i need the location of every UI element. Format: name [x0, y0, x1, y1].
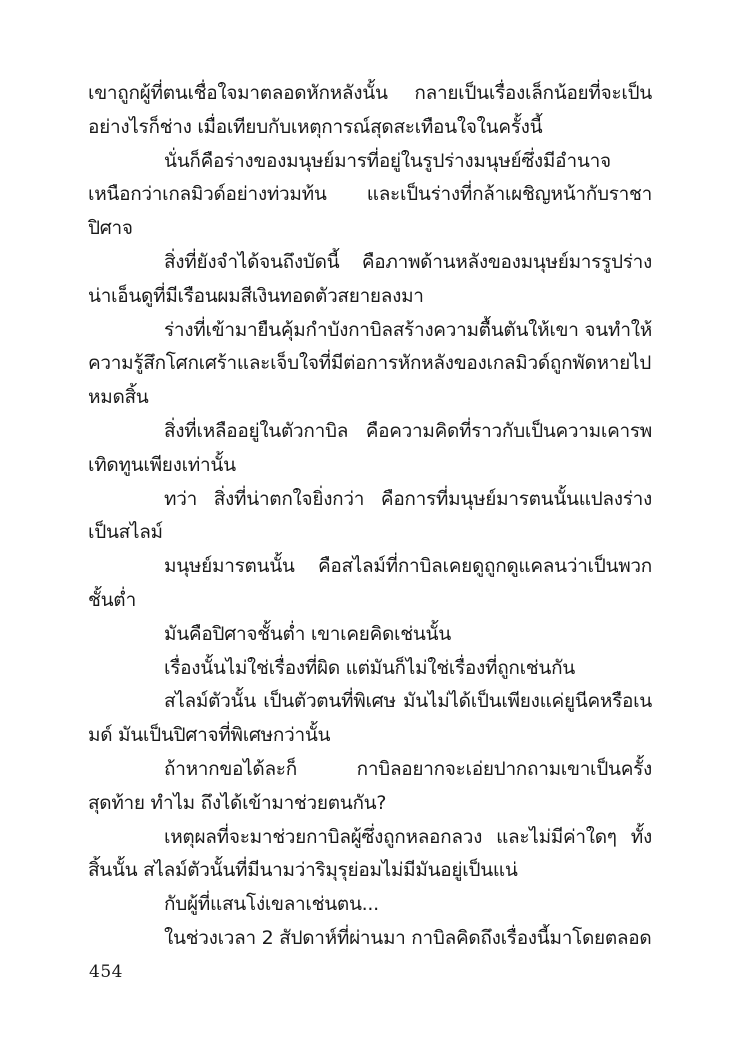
paragraph: ทว่า สิ่งที่น่าตกใจยิ่งกว่า คือการที่มนุษย์มารตนนั้นแปลงร่างเป็นสไลม์ — [88, 487, 652, 544]
paragraph: เหตุผลที่จะมาช่วยกาบิลผู้ซึ่งถูกหลอกลวง และไม่มีค่าใดๆ ทั้งสิ้นนั้น สไลม์ตัวนั้นที่มีนามว่าริมุรุย่อมไม่มีมันอยู่เป็นแน่ — [88, 825, 652, 882]
paragraph: ในช่วงเวลา 2 สัปดาห์ที่ผ่านมา กาบิลคิดถึงเรื่องนี้มาโดยตลอด — [164, 926, 652, 949]
paragraph: มนุษย์มารตนนั้น คือสไลม์ที่กาบิลเคยดูถูกดูแคลนว่าเป็นพวกชั้นต่ำ — [88, 555, 652, 611]
paragraph: กับผู้ที่แสนโง่เขลาเช่นตน... — [164, 893, 379, 916]
body-text — [88, 77, 652, 956]
paragraph: ถ้าหากขอได้ละก็ กาบิลอยากจะเอ่ยปากถามเขาเป็นครั้งสุดท้าย ทำไม ถึงได้เข้ามาช่วยตนกัน? — [88, 757, 652, 814]
paragraph: ร่างที่เข้ามายืนคุ้มกำบังกาบิลสร้างความตื้นตันให้เขา จนทำให้ความรู้สึกโศกเศร้าและเจ็บใจที่มีต่อการหักหลังของเกลมิวด์ถูกพัดหายไปหมดสิ้น — [88, 318, 652, 409]
paragraph: สไลม์ตัวนั้น เป็นตัวตนที่พิเศษ มันไม่ได้เป็นเพียงแค่ยูนีคหรือเนมด์ มันเป็นปิศาจที่พิเศษกว่านั้น — [88, 690, 652, 747]
paragraph: นั่นก็คือร่างของมนุษย์มารที่อยู่ในรูปร่างมนุษย์ซึ่งมีอำนาจเหนือกว่าเกลมิวด์อย่างท่วมท้น และเป็นร่างที่กล้าเผชิญหน้ากับราชาปิศาจ — [88, 149, 652, 240]
page-number: 454 — [89, 962, 123, 982]
paragraph: สิ่งที่ยังจำได้จนถึงบัดนี้ คือภาพด้านหลังของมนุษย์มารรูปร่างน่าเอ็นดูที่มีเรือนผมสีเงินทอดตัวสยายลงมา — [88, 250, 652, 307]
paragraph: เรื่องนั้นไม่ใช่เรื่องที่ผิด แต่มันก็ไม่ใช่เรื่องที่ถูกเช่นกัน — [164, 656, 575, 679]
paragraph: เขาถูกผู้ที่ตนเชื่อใจมาตลอดหักหลังนั้น กลายเป็นเรื่องเล็กน้อยที่จะเป็นอย่างไรก็ช่าง เมื่อเทียบกับเหตุการณ์สุดสะเทือนใจในครั้งนี้ — [88, 82, 652, 138]
paragraph: มันคือปิศาจชั้นต่ำ เขาเคยคิดเช่นนั้น — [164, 622, 451, 645]
paragraph: สิ่งที่เหลืออยู่ในตัวกาบิล คือความคิดที่ราวกับเป็นความเคารพเทิดทูนเพียงเท่านั้น — [88, 419, 652, 476]
